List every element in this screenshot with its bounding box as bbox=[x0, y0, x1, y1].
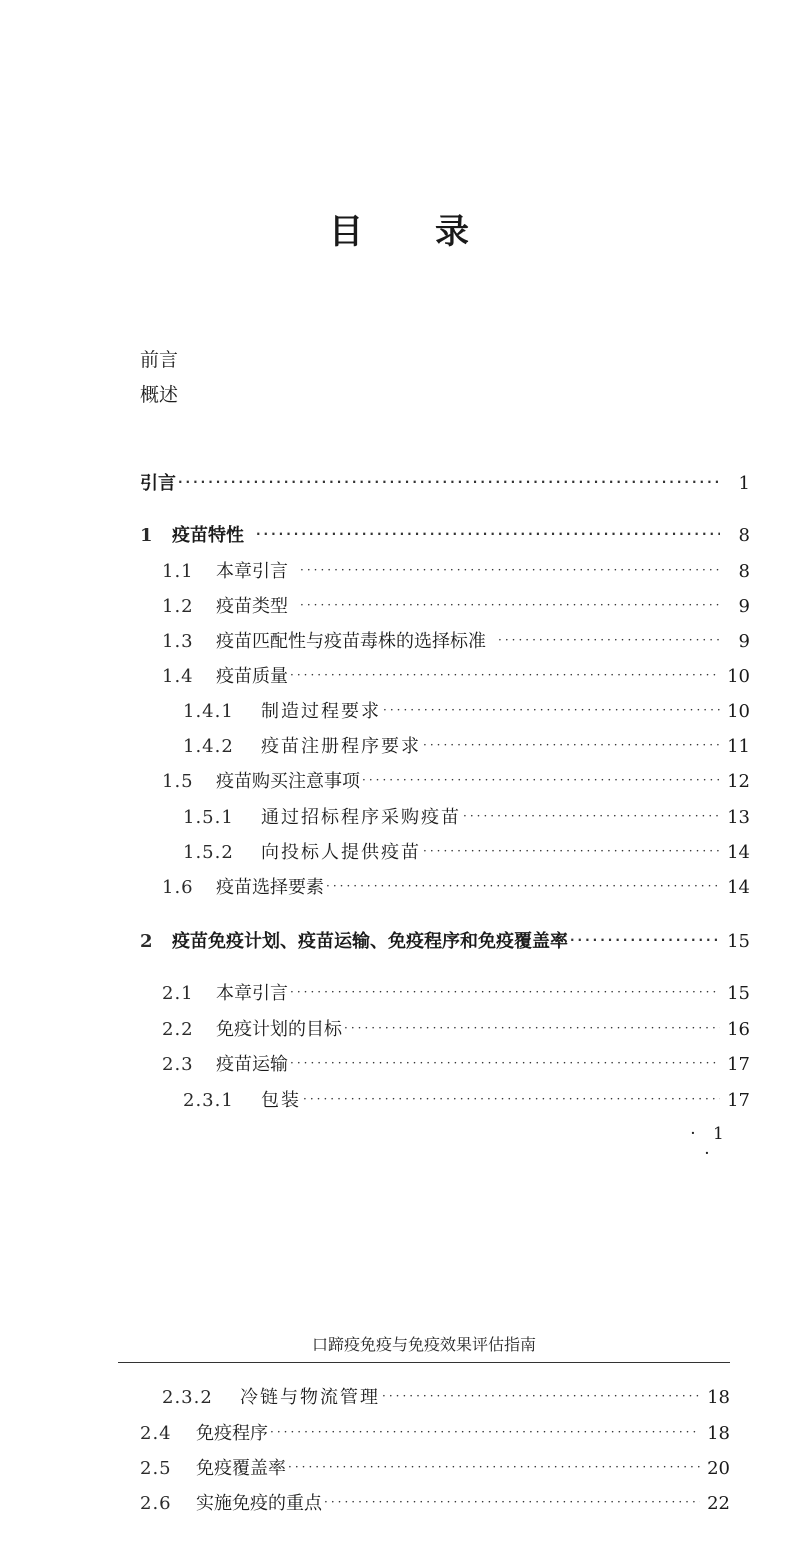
toc-entry-label: 引言 bbox=[140, 473, 176, 494]
toc-entry-label: 冷链与物流管理 bbox=[240, 1387, 380, 1408]
leader-dots bbox=[178, 470, 720, 494]
toc-entry-2-4[interactable] bbox=[140, 1422, 730, 1446]
toc-entry-page: 9 bbox=[738, 631, 750, 652]
toc-entry-number: 1.4.1 bbox=[183, 701, 234, 722]
toc-entry-number: 2.2 bbox=[162, 1019, 194, 1040]
toc-entry-1-4-1[interactable] bbox=[183, 700, 750, 724]
toc-entry-1-3[interactable] bbox=[162, 630, 750, 654]
toc-entry-label: 疫苗质量 bbox=[216, 666, 288, 687]
leader-dots bbox=[288, 1455, 700, 1479]
leader-dots bbox=[423, 839, 720, 863]
toc-entry-number: 1.1 bbox=[162, 561, 194, 582]
toc-entry-page: 11 bbox=[727, 736, 750, 757]
toc-entry-number: 1.2 bbox=[162, 596, 194, 617]
toc-entry-label: 疫苗购买注意事项 bbox=[216, 771, 360, 792]
toc-entry-label: 本章引言 bbox=[216, 561, 288, 582]
toc-entry-page: 1 bbox=[738, 473, 750, 494]
toc-entry-number: 1.4.2 bbox=[183, 736, 234, 757]
toc-entry-number: 1.5.2 bbox=[183, 842, 234, 863]
toc-entry-chapter-2[interactable] bbox=[140, 930, 750, 954]
toc-entry-number: 2.3.2 bbox=[162, 1387, 213, 1408]
toc-entry-page: 18 bbox=[707, 1387, 730, 1408]
toc-entry-1-4-2[interactable] bbox=[183, 735, 750, 759]
toc-entry-label: 通过招标程序采购疫苗 bbox=[261, 807, 461, 828]
front-matter-preface[interactable]: 前言 bbox=[140, 349, 179, 371]
toc-entry-label: 向投标人提供疫苗 bbox=[261, 842, 421, 863]
toc-entry-page: 10 bbox=[727, 666, 750, 687]
toc-entry-number: 1.3 bbox=[162, 631, 194, 652]
toc-entry-number: 1 bbox=[140, 525, 154, 546]
toc-entry-label: 疫苗注册程序要求 bbox=[261, 736, 421, 757]
toc-page-2 bbox=[0, 1170, 800, 1546]
toc-entry-page: 14 bbox=[727, 877, 750, 898]
leader-dots bbox=[300, 593, 720, 617]
toc-entry-label: 免疫覆盖率 bbox=[196, 1458, 286, 1479]
toc-entry-label: 疫苗特性 bbox=[172, 525, 244, 546]
toc-entry-2-3-1[interactable] bbox=[183, 1089, 750, 1113]
leader-dots bbox=[326, 874, 720, 898]
toc-entry-1-5[interactable] bbox=[162, 770, 750, 794]
toc-entry-label: 免疫程序 bbox=[196, 1423, 268, 1444]
leader-dots bbox=[383, 698, 720, 722]
leader-dots bbox=[303, 1087, 720, 1111]
running-head: 口蹄疫免疫与免疫效果评估指南 bbox=[311, 1335, 536, 1354]
leader-dots bbox=[570, 928, 720, 952]
toc-entry-2-1[interactable] bbox=[162, 982, 750, 1006]
leader-dots bbox=[290, 1051, 720, 1075]
toc-entry-2-2[interactable] bbox=[162, 1018, 750, 1042]
leader-dots bbox=[463, 804, 720, 828]
front-matter-overview[interactable]: 概述 bbox=[140, 384, 179, 406]
toc-entry-label: 包装 bbox=[261, 1090, 301, 1111]
toc-entry-label: 制造过程要求 bbox=[261, 701, 381, 722]
leader-dots bbox=[382, 1384, 700, 1408]
toc-entry-page: 8 bbox=[738, 561, 750, 582]
toc-entry-number: 2.5 bbox=[140, 1458, 172, 1479]
toc-entry-page: 8 bbox=[738, 525, 750, 546]
leader-dots bbox=[324, 1490, 700, 1514]
toc-entry-page: 17 bbox=[727, 1054, 750, 1075]
toc-entry-label: 实施免疫的重点 bbox=[196, 1493, 322, 1514]
toc-entry-label: 疫苗选择要素 bbox=[216, 877, 324, 898]
toc-entry-number: 1.6 bbox=[162, 877, 194, 898]
toc-entry-2-5[interactable] bbox=[140, 1457, 730, 1481]
toc-entry-number: 1.5 bbox=[162, 771, 194, 792]
toc-entry-label: 免疫计划的目标 bbox=[216, 1019, 342, 1040]
toc-entry-2-3-2[interactable] bbox=[162, 1386, 730, 1410]
toc-entry-page: 15 bbox=[727, 983, 750, 1004]
toc-entry-label: 疫苗类型 bbox=[216, 596, 288, 617]
toc-entry-label: 疫苗运输 bbox=[216, 1054, 288, 1075]
toc-entry-page: 12 bbox=[727, 771, 750, 792]
toc-entry-1-6[interactable] bbox=[162, 876, 750, 900]
header-rule bbox=[118, 1362, 730, 1363]
toc-entry-page: 16 bbox=[727, 1019, 750, 1040]
toc-entry-1-2[interactable] bbox=[162, 595, 750, 619]
toc-entry-1-5-2[interactable] bbox=[183, 841, 750, 865]
toc-entry-1-5-1[interactable] bbox=[183, 806, 750, 830]
leader-dots bbox=[362, 768, 720, 792]
toc-entry-number: 2.3.1 bbox=[183, 1090, 234, 1111]
toc-entry-number: 2 bbox=[140, 931, 154, 952]
leader-dots bbox=[270, 1420, 700, 1444]
toc-entry-page: 22 bbox=[707, 1493, 730, 1514]
leader-dots bbox=[423, 733, 720, 757]
toc-entry-label: 疫苗匹配性与疫苗毒株的选择标准 bbox=[216, 631, 486, 652]
toc-entry-1-4[interactable] bbox=[162, 665, 750, 689]
toc-entry-chapter-1[interactable] bbox=[140, 524, 750, 548]
toc-entry-number: 2.4 bbox=[140, 1423, 172, 1444]
toc-entry-number: 2.1 bbox=[162, 983, 194, 1004]
page-folio: · 1 · bbox=[690, 1124, 730, 1164]
toc-entry-label: 本章引言 bbox=[216, 983, 288, 1004]
toc-entry-number: 1.5.1 bbox=[183, 807, 234, 828]
toc-entry-page: 15 bbox=[727, 931, 750, 952]
toc-entry-page: 17 bbox=[727, 1090, 750, 1111]
toc-entry-page: 10 bbox=[727, 701, 750, 722]
toc-entry-introduction[interactable] bbox=[140, 472, 750, 496]
toc-entry-label: 疫苗免疫计划、疫苗运输、免疫程序和免疫覆盖率 bbox=[172, 931, 568, 952]
toc-entry-page: 20 bbox=[707, 1458, 730, 1479]
toc-entry-page: 14 bbox=[727, 842, 750, 863]
leader-dots bbox=[256, 522, 720, 546]
toc-entry-number: 1.4 bbox=[162, 666, 194, 687]
leader-dots bbox=[290, 663, 720, 687]
page-title bbox=[0, 204, 800, 253]
toc-entry-number: 2.6 bbox=[140, 1493, 172, 1514]
leader-dots bbox=[300, 558, 720, 582]
toc-entry-2-6[interactable] bbox=[140, 1492, 730, 1516]
leader-dots bbox=[344, 1016, 720, 1040]
toc-entry-page: 18 bbox=[707, 1423, 730, 1444]
leader-dots bbox=[498, 628, 720, 652]
leader-dots bbox=[290, 980, 720, 1004]
title-char-2: 录 bbox=[435, 212, 471, 252]
toc-entry-page: 9 bbox=[738, 596, 750, 617]
toc-entry-1-1[interactable] bbox=[162, 560, 750, 584]
toc-entry-number: 2.3 bbox=[162, 1054, 194, 1075]
toc-entry-page: 13 bbox=[727, 807, 750, 828]
title-char-1: 目 bbox=[329, 212, 365, 252]
toc-entry-2-3[interactable] bbox=[162, 1053, 750, 1077]
